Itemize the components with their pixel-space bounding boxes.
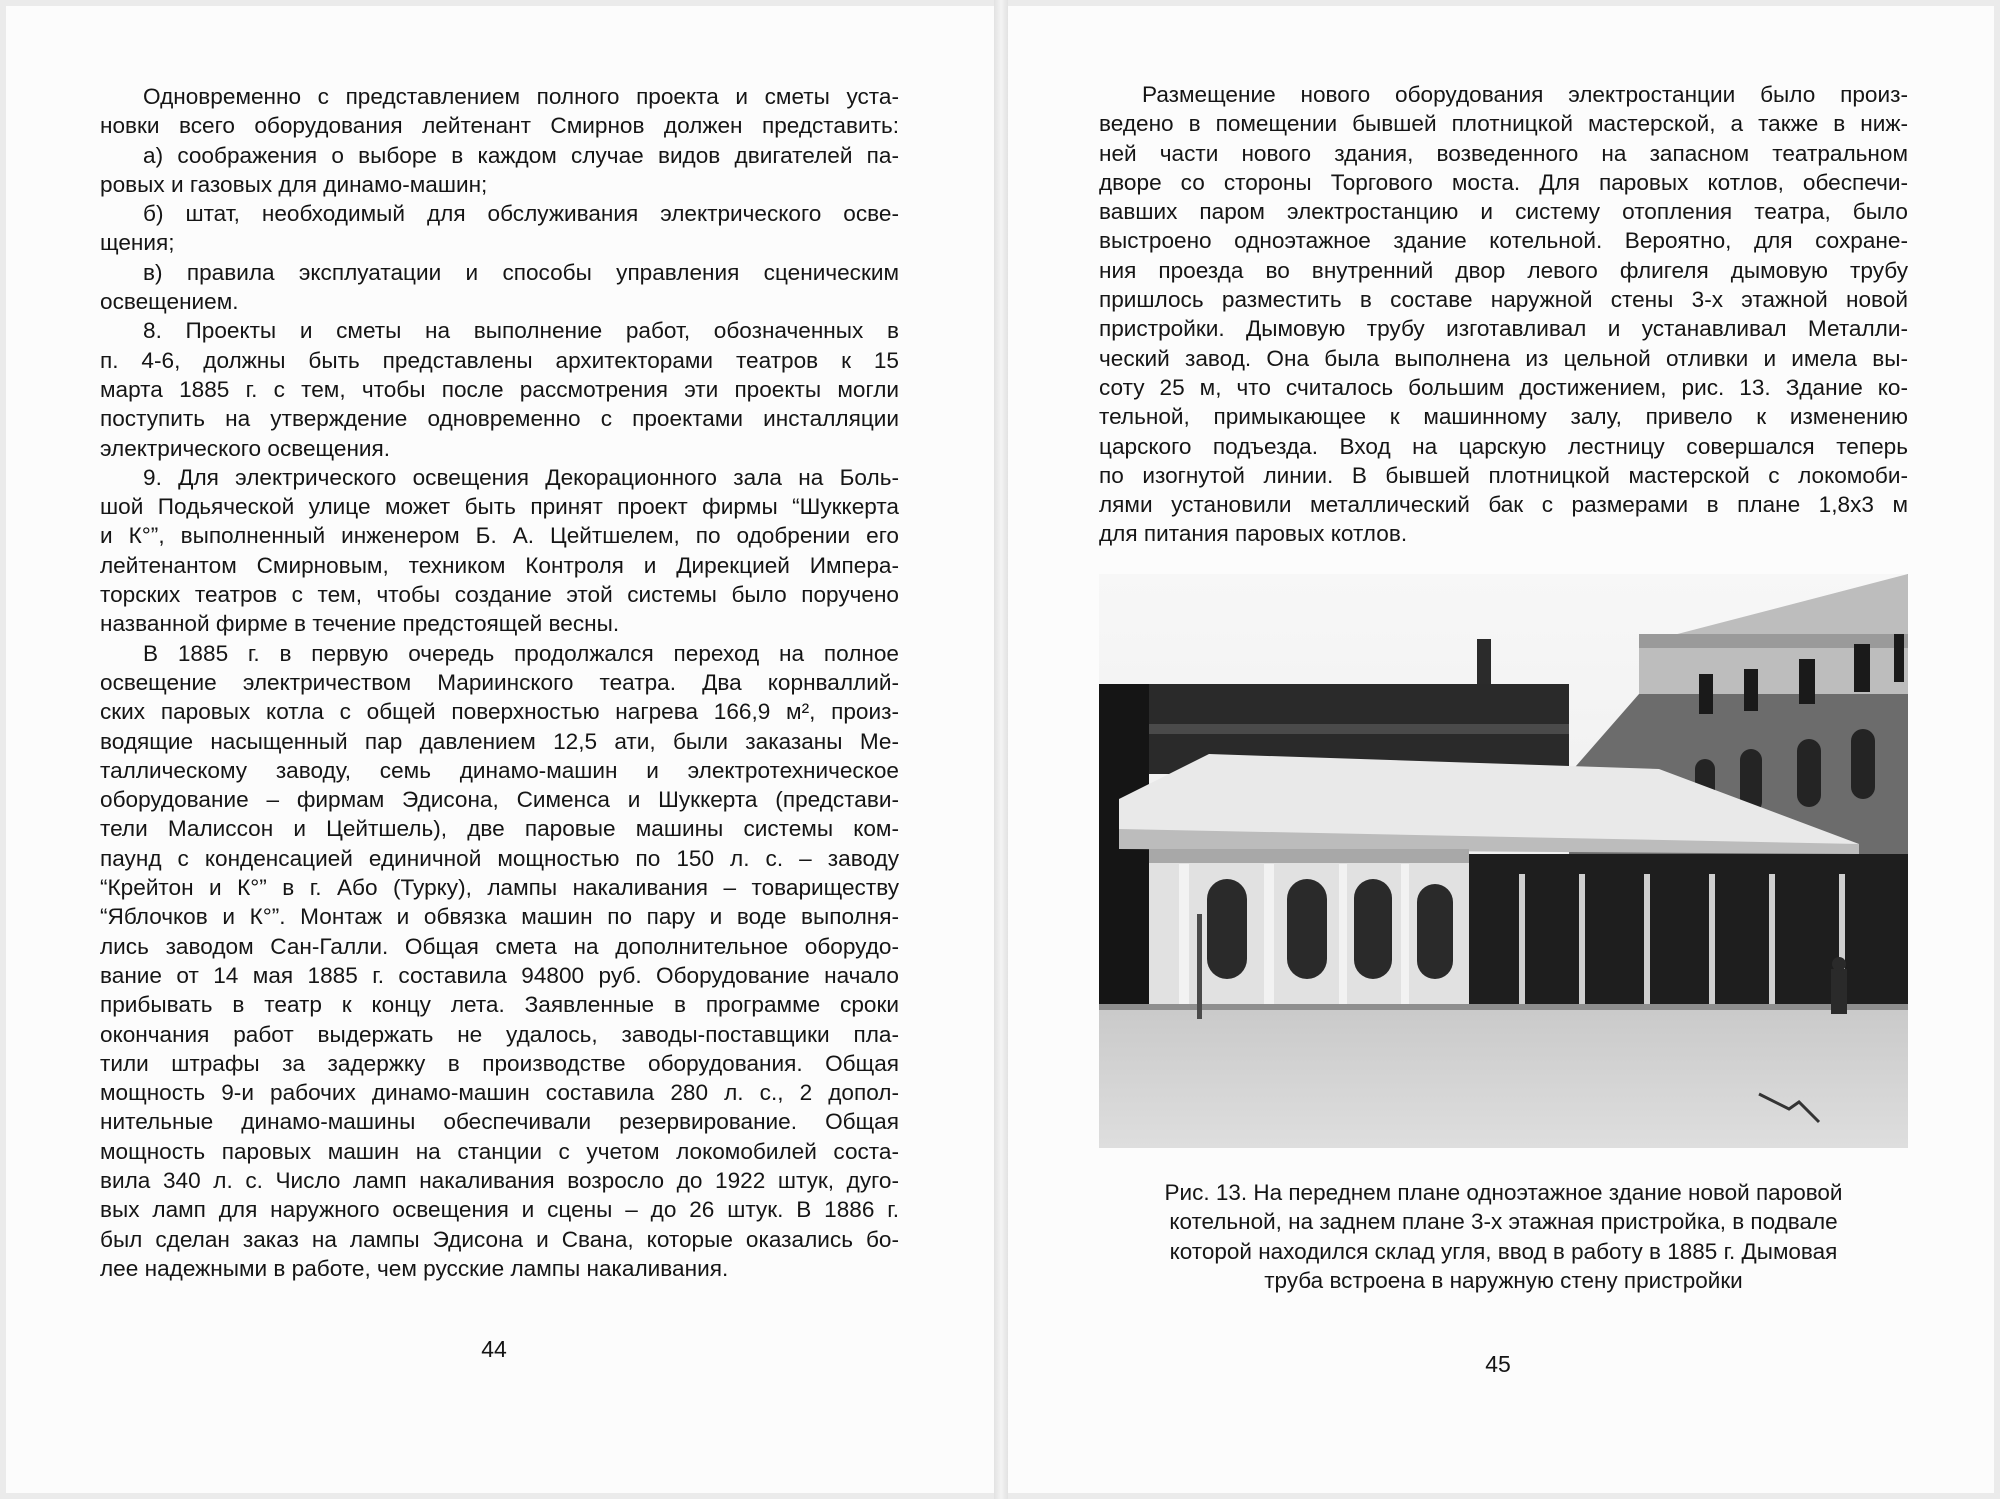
text-line: ней части нового здания, возведенного на запасном театральном: [1099, 140, 1908, 166]
text-line: паунд с конденсацией единичной мощностью по 150 л. с. – заводу: [100, 845, 899, 871]
text-line: щения;: [100, 230, 175, 256]
text-line: лями установили металлический бак с размерами в плане 1,8х3 м: [1099, 492, 1908, 518]
text-line: 9. Для электрического освещения Декорационного зала на Боль-: [143, 464, 899, 490]
text-line: тили штрафы за задержку в производстве оборудования. Общая: [100, 1050, 899, 1076]
text-line: названной фирме в течение предстоящей весны.: [100, 611, 620, 637]
left-page-text: [100, 82, 899, 1283]
text-line: шой Подьяческой улице может быть принят проект фирмы “Шуккерта: [100, 494, 899, 520]
text-line: оборудование – фирмам Эдисона, Сименса и Шуккерта (представи-: [100, 787, 899, 813]
text-line: ских паровых котла с общей поверхностью нагрева 166,9 м², произ-: [100, 699, 899, 725]
text-line: и К°”, выполненный инженером Б. А. Цейтшелем, по одобрении его: [100, 523, 899, 549]
text-line: ровых и газовых для динамо-машин;: [100, 171, 488, 197]
text-line: в) правила эксплуатации и способы управления сценическим: [143, 259, 899, 285]
book-gutter: [994, 0, 1008, 1499]
text-line: мощность паровых машин на станции с учетом локомобилей соста-: [100, 1138, 899, 1164]
text-line: лись заводом Сан-Галли. Общая смета на дополнительное оборудо-: [100, 933, 899, 959]
page-number-left: 44: [481, 1336, 507, 1362]
figure-13-photo: [1099, 574, 1908, 1148]
caption-line: которой находился склад угля, ввод в работу в 1885 г. Дымовая: [1169, 1238, 1838, 1264]
text-line: вых ламп для наружного освещения и сцены – до 26 штук. В 1886 г.: [100, 1197, 899, 1223]
text-line: освещение электричеством Мариинского театра. Два корнваллий-: [100, 669, 899, 695]
text-line: освещением.: [100, 289, 239, 315]
text-line: б) штат, необходимый для обслуживания электрического осве-: [143, 201, 899, 227]
text-line: поступить на утверждение одновременно с проектами инсталляции: [100, 406, 899, 432]
text-line: электрического освещения.: [100, 435, 391, 461]
text-line: вавших паром электростанцию и систему отопления театра, было: [1099, 199, 1908, 225]
right-page-text: [1099, 80, 1908, 549]
text-line: торских театров с тем, чтобы создание этой системы было поручено: [100, 582, 899, 608]
text-line: Одновременно с представлением полного проекта и сметы уста-: [143, 84, 899, 109]
text-line: соту 25 м, что считалось большим достижением, рис. 13. Здание ко-: [1099, 374, 1908, 400]
text-line: прибывать в театр к концу лета. Заявленные в программе сроки: [100, 992, 899, 1018]
text-line: тели Малиссон и Цейтшель), две паровые машины системы ком-: [100, 816, 899, 842]
text-line: царского подъезда. Вход на царскую лестницу совершался теперь: [1099, 433, 1908, 459]
figure-13-caption: [1099, 1178, 1908, 1295]
text-line: ческий завод. Она была выполнена из цельной отливки и имела вы-: [1099, 345, 1908, 371]
text-line: окончания работ выдержать не удалось, заводы-поставщики пла-: [100, 1021, 899, 1047]
caption-line: котельной, на заднем плане 3-х этажная пристройка, в подвале: [1169, 1209, 1838, 1235]
text-line: мощность 9-и рабочих динамо-машин составила 280 л. с., 2 допол-: [100, 1080, 899, 1106]
text-line: дворе со стороны Торгового моста. Для паровых котлов, обеспечи-: [1099, 169, 1908, 195]
caption-line: труба встроена в наружную стену пристройки: [1264, 1267, 1743, 1293]
text-line: ния проезда во внутренний двор левого флигеля дымовую трубу: [1099, 257, 1908, 283]
text-line: тельной, примыкающее к машинному залу, привело к изменению: [1099, 404, 1908, 430]
right-page: [1008, 6, 1994, 1493]
text-line: по изогнутой линии. В бывшей плотницкой мастерской с локомоби-: [1099, 462, 1908, 488]
left-page: [6, 6, 994, 1493]
text-line: а) соображения о выборе в каждом случае видов двигателей па-: [143, 142, 899, 168]
text-line: В 1885 г. в первую очередь продолжался переход на полное: [143, 640, 899, 666]
text-line: “Яблочков и К°”. Монтаж и обвязка машин по пару и воде выполня-: [100, 904, 899, 930]
text-line: для питания паровых котлов.: [1099, 521, 1408, 547]
text-line: марта 1885 г. с тем, чтобы после рассмотрения эти проекты могли: [100, 376, 899, 402]
text-line: лее надежными в работе, чем русские лампы накаливания.: [100, 1255, 729, 1281]
text-line: нительные динамо-машины обеспечивали резервирование. Общая: [100, 1109, 899, 1135]
caption-line: Рис. 13. На переднем плане одноэтажное здание новой паровой: [1164, 1180, 1843, 1205]
text-line: Размещение нового оборудования электростанции было произ-: [1142, 82, 1908, 107]
text-line: был сделан заказ на лампы Эдисона и Свана, которые оказались бо-: [100, 1226, 899, 1252]
text-line: выстроено одноэтажное здание котельной. Вероятно, для сохране-: [1099, 228, 1908, 254]
text-line: пришлось разместить в составе наружной стены 3-х этажной новой: [1099, 287, 1908, 313]
text-line: вила 340 л. с. Число ламп накаливания возросло до 1922 штук, дуго-: [100, 1167, 899, 1193]
text-line: вание от 14 мая 1885 г. составила 94800 руб. Оборудование начало: [100, 962, 899, 988]
text-line: “Крейтон и К°” в г. Або (Турку), лампы накаливания – товариществу: [100, 875, 899, 901]
text-line: таллическому заводу, семь динамо-машин и электротехническое: [100, 757, 899, 783]
text-line: 8. Проекты и сметы на выполнение работ, обозначенных в: [143, 318, 899, 344]
text-line: пристройки. Дымовую трубу изготавливал и устанавливал Металли-: [1099, 316, 1908, 342]
text-line: водящие насыщенный пар давлением 12,5 ати, были заказаны Ме-: [100, 728, 899, 754]
page-number-right: 45: [1485, 1351, 1511, 1377]
text-line: ведено в помещении бывшей плотницкой мастерской, а также в ниж-: [1099, 111, 1908, 137]
text-line: лейтенантом Смирновым, техником Контроля и Дирекцией Импера-: [100, 552, 899, 578]
text-line: новки всего оборудования лейтенант Смирнов должен представить:: [100, 113, 899, 139]
text-line: п. 4-6, должны быть представлены архитекторами театров к 15: [100, 347, 899, 373]
